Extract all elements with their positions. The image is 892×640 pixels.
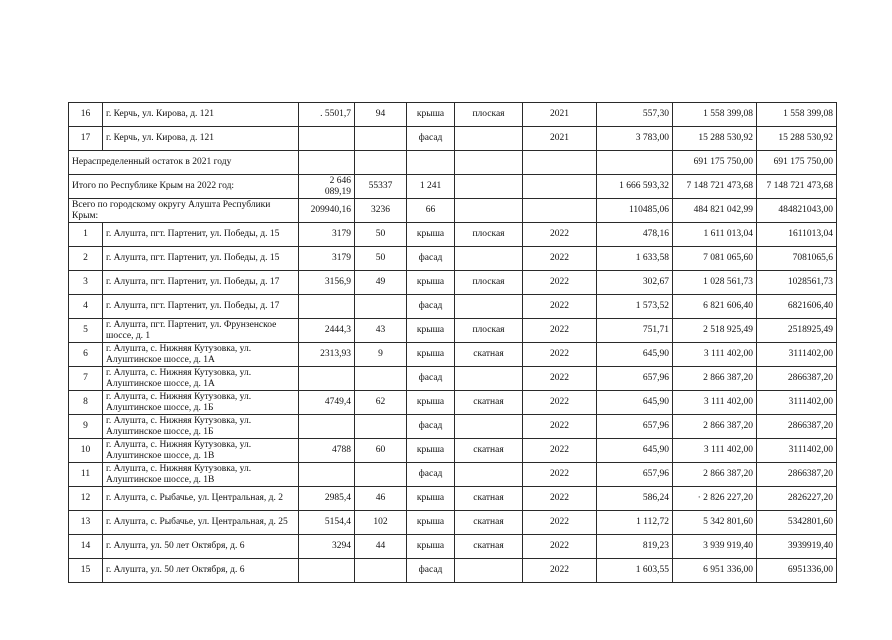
roof-type-cell xyxy=(455,151,523,175)
total-cost-limit-cell: 2866387,20 xyxy=(757,415,837,439)
summary-label-cell: Нераспределенный остаток в 2021 году xyxy=(69,151,299,175)
total-cost-cell: 1 558 399,08 xyxy=(673,103,757,127)
year-cell: 2022 xyxy=(523,271,597,295)
residents-cell: 3236 xyxy=(355,199,407,223)
unit-cost-cell: 657,96 xyxy=(597,415,673,439)
address-cell: г. Алушта, ул. 50 лет Октября, д. 6 xyxy=(103,535,299,559)
roof-type-cell: плоская xyxy=(455,223,523,247)
residents-cell: 44 xyxy=(355,535,407,559)
total-cost-limit-cell: 5342801,60 xyxy=(757,511,837,535)
table-body xyxy=(69,103,837,583)
total-cost-limit-cell: 2518925,49 xyxy=(757,319,837,343)
total-cost-cell: 3 111 402,00 xyxy=(673,391,757,415)
repair-element-cell: крыша xyxy=(407,511,455,535)
summary-row xyxy=(69,151,837,175)
residents-cell: 50 xyxy=(355,223,407,247)
year-cell xyxy=(523,151,597,175)
repair-element-cell xyxy=(407,151,455,175)
unit-cost-cell: 1 666 593,32 xyxy=(597,175,673,199)
row-number-cell: 7 xyxy=(69,367,103,391)
unit-cost-cell: 657,96 xyxy=(597,367,673,391)
residents-cell: 43 xyxy=(355,319,407,343)
row-number-cell: 8 xyxy=(69,391,103,415)
repair-element-cell: крыша xyxy=(407,535,455,559)
area-cell xyxy=(299,367,355,391)
residents-cell: 55337 xyxy=(355,175,407,199)
row-number-cell: 10 xyxy=(69,439,103,463)
residents-cell xyxy=(355,127,407,151)
total-cost-limit-cell: 3111402,00 xyxy=(757,391,837,415)
address-cell: г. Алушта, с. Нижняя Кутузовка, ул. Алуштинское шоссе, д. 1А xyxy=(103,343,299,367)
total-cost-cell: 2 518 925,49 xyxy=(673,319,757,343)
address-cell: г. Алушта, с. Рыбачье, ул. Центральная, д. 2 xyxy=(103,487,299,511)
unit-cost-cell: 586,24 xyxy=(597,487,673,511)
roof-type-cell xyxy=(455,175,523,199)
total-cost-limit-cell: 6951336,00 xyxy=(757,559,837,583)
unit-cost-cell: 302,67 xyxy=(597,271,673,295)
area-cell: 4788 xyxy=(299,439,355,463)
repair-element-cell: фасад xyxy=(407,247,455,271)
roof-type-cell: скатная xyxy=(455,535,523,559)
address-cell: г. Алушта, с. Нижняя Кутузовка, ул. Алуштинское шоссе, д. 1В xyxy=(103,439,299,463)
roof-type-cell xyxy=(455,463,523,487)
table-row xyxy=(69,439,837,463)
repair-element-cell: крыша xyxy=(407,439,455,463)
summary-row xyxy=(69,175,837,199)
table-row xyxy=(69,271,837,295)
row-number-cell: 6 xyxy=(69,343,103,367)
year-cell: 2022 xyxy=(523,295,597,319)
repair-element-cell: фасад xyxy=(407,559,455,583)
roof-type-cell xyxy=(455,295,523,319)
table-row xyxy=(69,535,837,559)
repair-element-cell: фасад xyxy=(407,463,455,487)
area-cell: . 5501,7 xyxy=(299,103,355,127)
row-number-cell: 11 xyxy=(69,463,103,487)
total-cost-limit-cell: 15 288 530,92 xyxy=(757,127,837,151)
repair-element-cell: крыша xyxy=(407,343,455,367)
repair-element-cell: фасад xyxy=(407,367,455,391)
area-cell xyxy=(299,415,355,439)
unit-cost-cell: 478,16 xyxy=(597,223,673,247)
area-cell: 2985,4 xyxy=(299,487,355,511)
area-cell xyxy=(299,151,355,175)
area-cell: 2 646 089,19 xyxy=(299,175,355,199)
row-number-cell: 12 xyxy=(69,487,103,511)
area-cell: 4749,4 xyxy=(299,391,355,415)
total-cost-limit-cell: 6821606,40 xyxy=(757,295,837,319)
table-row xyxy=(69,511,837,535)
total-cost-limit-cell: 1028561,73 xyxy=(757,271,837,295)
total-cost-limit-cell: 7 148 721 473,68 xyxy=(757,175,837,199)
table-row xyxy=(69,127,837,151)
table-row xyxy=(69,223,837,247)
row-number-cell: 1 xyxy=(69,223,103,247)
roof-type-cell: скатная xyxy=(455,511,523,535)
year-cell: 2022 xyxy=(523,487,597,511)
table-row xyxy=(69,463,837,487)
year-cell: 2022 xyxy=(523,319,597,343)
total-cost-cell: 2 866 387,20 xyxy=(673,415,757,439)
roof-type-cell: скатная xyxy=(455,487,523,511)
repair-element-cell: 1 241 xyxy=(407,175,455,199)
area-cell: 3156,9 xyxy=(299,271,355,295)
unit-cost-cell: 110485,06 xyxy=(597,199,673,223)
row-number-cell: 13 xyxy=(69,511,103,535)
total-cost-cell: 484 821 042,99 xyxy=(673,199,757,223)
table-row xyxy=(69,559,837,583)
year-cell: 2022 xyxy=(523,559,597,583)
area-cell xyxy=(299,295,355,319)
row-number-cell: 16 xyxy=(69,103,103,127)
area-cell xyxy=(299,127,355,151)
summary-label-cell: Итого по Республике Крым на 2022 год: xyxy=(69,175,299,199)
roof-type-cell xyxy=(455,127,523,151)
year-cell: 2021 xyxy=(523,127,597,151)
total-cost-cell: 3 111 402,00 xyxy=(673,439,757,463)
address-cell: г. Керчь, ул. Кирова, д. 121 xyxy=(103,103,299,127)
total-cost-cell: 691 175 750,00 xyxy=(673,151,757,175)
unit-cost-cell: 1 633,58 xyxy=(597,247,673,271)
row-number-cell: 15 xyxy=(69,559,103,583)
total-cost-cell: 6 951 336,00 xyxy=(673,559,757,583)
address-cell: г. Алушта, с. Нижняя Кутузовка, ул. Алуштинское шоссе, д. 1В xyxy=(103,463,299,487)
total-cost-limit-cell: 1 558 399,08 xyxy=(757,103,837,127)
table-row xyxy=(69,319,837,343)
row-number-cell: 4 xyxy=(69,295,103,319)
unit-cost-cell: 1 112,72 xyxy=(597,511,673,535)
address-cell: г. Алушта, пгт. Партенит, ул. Победы, д. 15 xyxy=(103,223,299,247)
table-row xyxy=(69,295,837,319)
unit-cost-cell: 645,90 xyxy=(597,439,673,463)
unit-cost-cell: 645,90 xyxy=(597,391,673,415)
row-number-cell: 3 xyxy=(69,271,103,295)
address-cell: г. Алушта, ул. 50 лет Октября, д. 6 xyxy=(103,559,299,583)
total-cost-limit-cell: 7081065,6 xyxy=(757,247,837,271)
unit-cost-cell: 3 783,00 xyxy=(597,127,673,151)
repair-element-cell: крыша xyxy=(407,103,455,127)
repair-element-cell: крыша xyxy=(407,319,455,343)
roof-type-cell: плоская xyxy=(455,103,523,127)
address-cell: г. Алушта, с. Нижняя Кутузовка, ул. Алуштинское шоссе, д. 1А xyxy=(103,367,299,391)
year-cell: 2022 xyxy=(523,343,597,367)
year-cell: 2022 xyxy=(523,391,597,415)
residents-cell: 102 xyxy=(355,511,407,535)
repair-element-cell: крыша xyxy=(407,487,455,511)
roof-type-cell: скатная xyxy=(455,439,523,463)
unit-cost-cell: 557,30 xyxy=(597,103,673,127)
year-cell: 2022 xyxy=(523,223,597,247)
residents-cell xyxy=(355,151,407,175)
year-cell: 2022 xyxy=(523,247,597,271)
residents-cell: 50 xyxy=(355,247,407,271)
total-cost-limit-cell: 3111402,00 xyxy=(757,343,837,367)
repair-element-cell: крыша xyxy=(407,223,455,247)
total-cost-cell: 1 028 561,73 xyxy=(673,271,757,295)
year-cell: 2022 xyxy=(523,367,597,391)
unit-cost-cell: 819,23 xyxy=(597,535,673,559)
roof-type-cell xyxy=(455,199,523,223)
year-cell: 2022 xyxy=(523,511,597,535)
table-row xyxy=(69,487,837,511)
area-cell: 5154,4 xyxy=(299,511,355,535)
residents-cell: 60 xyxy=(355,439,407,463)
area-cell: 3179 xyxy=(299,247,355,271)
roof-type-cell xyxy=(455,415,523,439)
repair-element-cell: фасад xyxy=(407,127,455,151)
repair-element-cell: фасад xyxy=(407,415,455,439)
roof-type-cell: плоская xyxy=(455,271,523,295)
address-cell: г. Керчь, ул. Кирова, д. 121 xyxy=(103,127,299,151)
area-cell: 3179 xyxy=(299,223,355,247)
unit-cost-cell xyxy=(597,151,673,175)
total-cost-limit-cell: 3111402,00 xyxy=(757,439,837,463)
address-cell: г. Алушта, пгт. Партенит, ул. Победы, д. 17 xyxy=(103,271,299,295)
total-cost-cell: 7 148 721 473,68 xyxy=(673,175,757,199)
total-cost-cell: 2 866 387,20 xyxy=(673,463,757,487)
total-cost-cell: 3 111 402,00 xyxy=(673,343,757,367)
year-cell: 2022 xyxy=(523,535,597,559)
table-row xyxy=(69,391,837,415)
table-row xyxy=(69,343,837,367)
year-cell xyxy=(523,175,597,199)
total-cost-limit-cell: 484821043,00 xyxy=(757,199,837,223)
total-cost-limit-cell: 3939919,40 xyxy=(757,535,837,559)
address-cell: г. Алушта, с. Нижняя Кутузовка, ул. Алуштинское шоссе, д. 1Б xyxy=(103,415,299,439)
roof-type-cell xyxy=(455,247,523,271)
roof-type-cell xyxy=(455,559,523,583)
residents-cell xyxy=(355,295,407,319)
unit-cost-cell: 751,71 xyxy=(597,319,673,343)
unit-cost-cell: 1 573,52 xyxy=(597,295,673,319)
total-cost-cell: 5 342 801,60 xyxy=(673,511,757,535)
residents-cell xyxy=(355,463,407,487)
total-cost-limit-cell: 2866387,20 xyxy=(757,463,837,487)
address-cell: г. Алушта, пгт. Партенит, ул. Победы, д. 15 xyxy=(103,247,299,271)
row-number-cell: 9 xyxy=(69,415,103,439)
table-row xyxy=(69,367,837,391)
year-cell: 2022 xyxy=(523,439,597,463)
residents-cell: 94 xyxy=(355,103,407,127)
repair-element-cell: крыша xyxy=(407,271,455,295)
repair-element-cell: крыша xyxy=(407,391,455,415)
total-cost-limit-cell: 691 175 750,00 xyxy=(757,151,837,175)
roof-type-cell: скатная xyxy=(455,391,523,415)
total-cost-limit-cell: 2866387,20 xyxy=(757,367,837,391)
residents-cell: 62 xyxy=(355,391,407,415)
roof-type-cell: скатная xyxy=(455,343,523,367)
year-cell: 2022 xyxy=(523,463,597,487)
unit-cost-cell: 1 603,55 xyxy=(597,559,673,583)
address-cell: г. Алушта, пгт. Партенит, ул. Фрунзенское шоссе, д. 1 xyxy=(103,319,299,343)
area-cell: 2313,93 xyxy=(299,343,355,367)
address-cell: г. Алушта, пгт. Партенит, ул. Победы, д. 17 xyxy=(103,295,299,319)
residents-cell xyxy=(355,415,407,439)
unit-cost-cell: 657,96 xyxy=(597,463,673,487)
row-number-cell: 5 xyxy=(69,319,103,343)
repair-element-cell: 66 xyxy=(407,199,455,223)
summary-row xyxy=(69,199,837,223)
table-row xyxy=(69,415,837,439)
total-cost-cell: · 2 826 227,20 xyxy=(673,487,757,511)
total-cost-cell: 3 939 919,40 xyxy=(673,535,757,559)
total-cost-cell: 2 866 387,20 xyxy=(673,367,757,391)
row-number-cell: 2 xyxy=(69,247,103,271)
table-row xyxy=(69,103,837,127)
table-row xyxy=(69,247,837,271)
total-cost-cell: 15 288 530,92 xyxy=(673,127,757,151)
total-cost-cell: 6 821 606,40 xyxy=(673,295,757,319)
capital-repair-table xyxy=(68,102,837,583)
total-cost-cell: 7 081 065,60 xyxy=(673,247,757,271)
year-cell: 2021 xyxy=(523,103,597,127)
roof-type-cell xyxy=(455,367,523,391)
unit-cost-cell: 645,90 xyxy=(597,343,673,367)
repair-element-cell: фасад xyxy=(407,295,455,319)
total-cost-limit-cell: 2826227,20 xyxy=(757,487,837,511)
row-number-cell: 17 xyxy=(69,127,103,151)
area-cell: 209940,16 xyxy=(299,199,355,223)
residents-cell: 9 xyxy=(355,343,407,367)
area-cell: 2444,3 xyxy=(299,319,355,343)
residents-cell: 46 xyxy=(355,487,407,511)
total-cost-cell: 1 611 013,04 xyxy=(673,223,757,247)
residents-cell: 49 xyxy=(355,271,407,295)
address-cell: г. Алушта, с. Нижняя Кутузовка, ул. Алуштинское шоссе, д. 1Б xyxy=(103,391,299,415)
area-cell xyxy=(299,463,355,487)
year-cell xyxy=(523,199,597,223)
row-number-cell: 14 xyxy=(69,535,103,559)
residents-cell xyxy=(355,559,407,583)
year-cell: 2022 xyxy=(523,415,597,439)
area-cell: 3294 xyxy=(299,535,355,559)
address-cell: г. Алушта, с. Рыбачье, ул. Центральная, д. 25 xyxy=(103,511,299,535)
summary-label-cell: Всего по городскому округу Алушта Республики Крым: xyxy=(69,199,299,223)
roof-type-cell: плоская xyxy=(455,319,523,343)
residents-cell xyxy=(355,367,407,391)
total-cost-limit-cell: 1611013,04 xyxy=(757,223,837,247)
area-cell xyxy=(299,559,355,583)
